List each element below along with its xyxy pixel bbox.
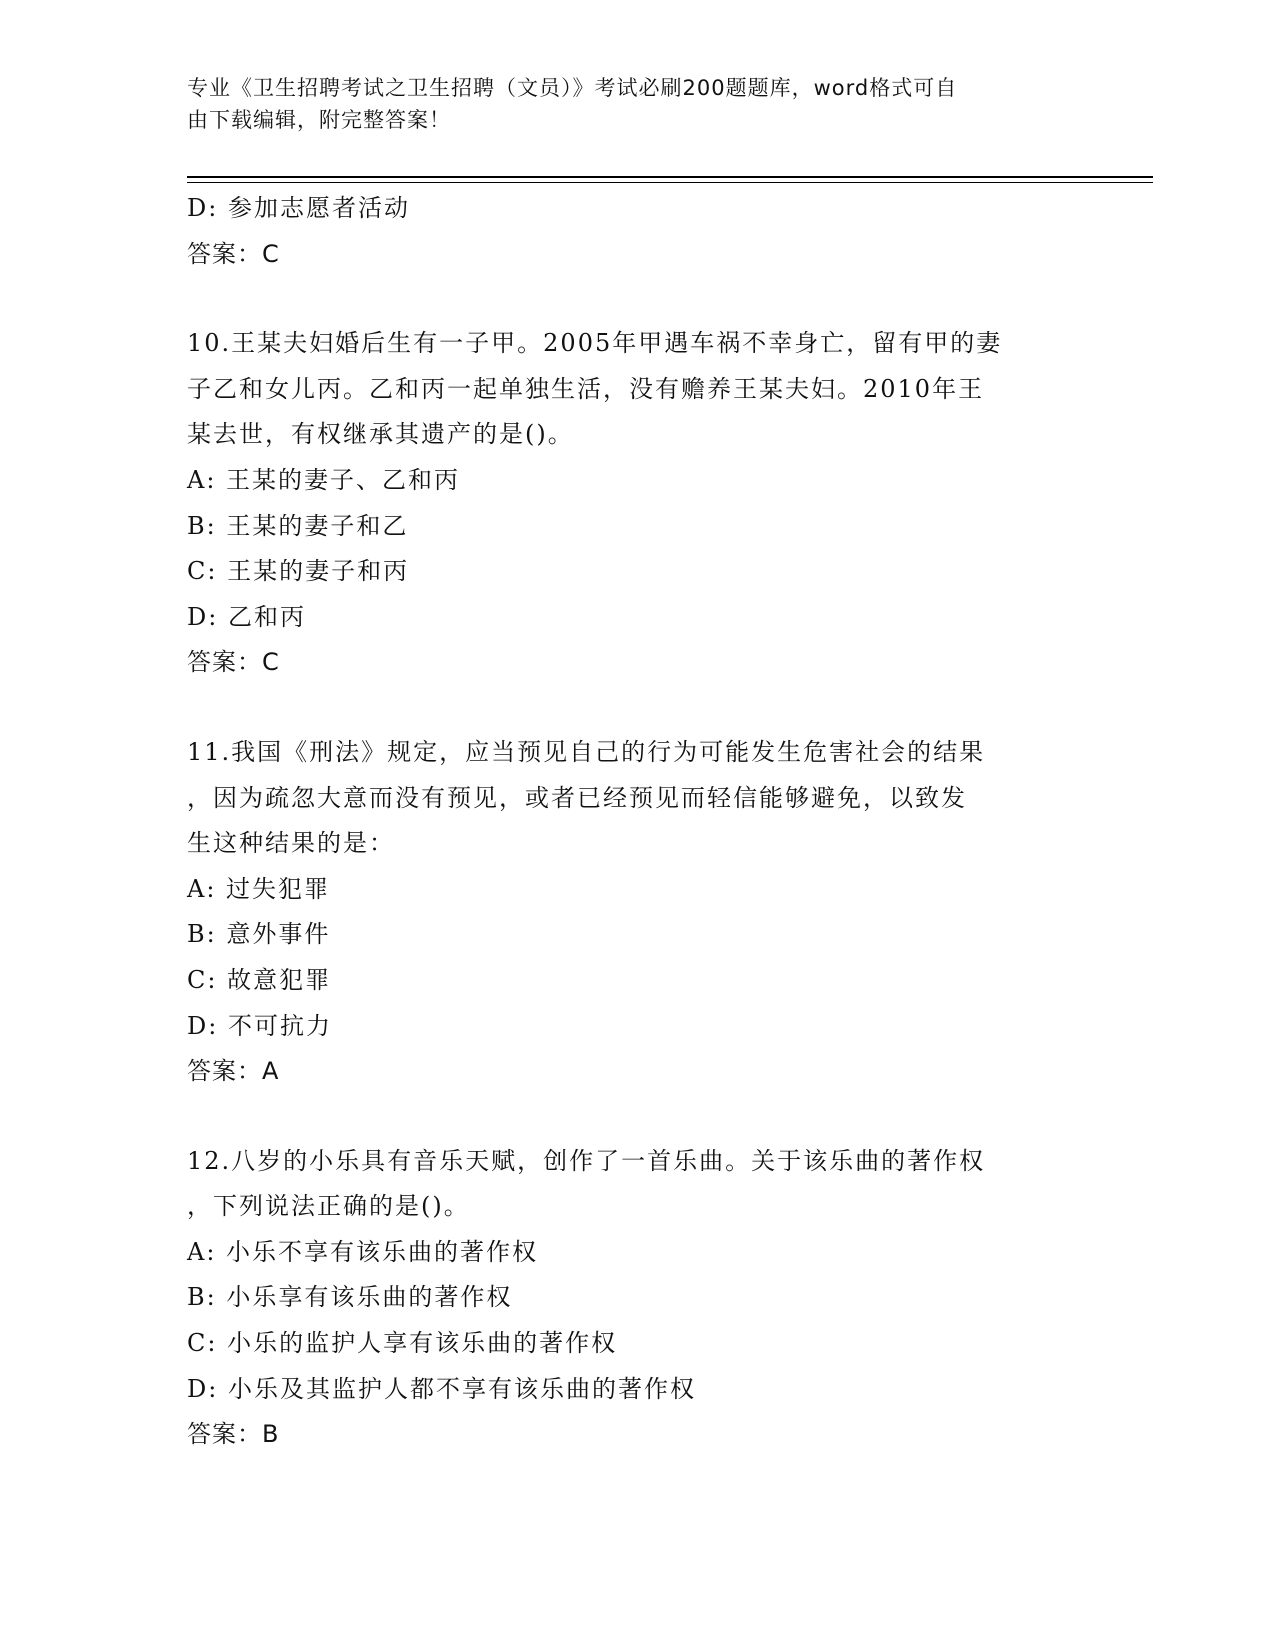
option-b: B: 小乐享有该乐曲的著作权 bbox=[187, 1283, 513, 1312]
answer-line: 答案：C bbox=[187, 239, 280, 268]
option-d: D: 参加志愿者活动 bbox=[187, 194, 410, 222]
question-stem bbox=[187, 1139, 1087, 1230]
question-12 bbox=[187, 1139, 1087, 1458]
option-d: D: 乙和丙 bbox=[187, 602, 306, 631]
option-b: B: 王某的妻子和乙 bbox=[187, 511, 409, 540]
answer-line: 答案：C bbox=[187, 648, 280, 677]
spacer bbox=[187, 686, 1087, 730]
spacer bbox=[187, 277, 1087, 321]
previous-question-tail bbox=[187, 186, 1087, 277]
stem-line: ，因为疏忽大意而没有预见，或者已经预见而轻信能够避免，以致发 bbox=[187, 783, 967, 812]
option-a: A: 王某的妻子、乙和丙 bbox=[187, 465, 461, 494]
question-stem bbox=[187, 321, 1087, 458]
header-line-2: 由下载编辑，附完整答案！ bbox=[187, 108, 451, 132]
option-b: B: 意外事件 bbox=[187, 920, 331, 949]
answer-line: 答案：B bbox=[187, 1420, 280, 1449]
option-c: C: 故意犯罪 bbox=[187, 965, 332, 994]
option-c: C: 小乐的监护人享有该乐曲的著作权 bbox=[187, 1329, 618, 1358]
option-d: D: 小乐及其监护人都不享有该乐曲的著作权 bbox=[187, 1374, 696, 1403]
question-10 bbox=[187, 321, 1087, 686]
stem-line: ，下列说法正确的是()。 bbox=[187, 1192, 470, 1221]
page-header bbox=[187, 72, 1067, 136]
question-11 bbox=[187, 730, 1087, 1095]
stem-line: 生这种结果的是： bbox=[187, 829, 395, 858]
stem-line: 子乙和女儿丙。乙和丙一起单独生活，没有赡养王某夫妇。2010年王 bbox=[187, 374, 985, 403]
option-d: D: 不可抗力 bbox=[187, 1011, 332, 1040]
header-rule-thick bbox=[187, 176, 1153, 178]
option-a: A: 小乐不享有该乐曲的著作权 bbox=[187, 1237, 539, 1266]
answer-line: 答案：A bbox=[187, 1057, 280, 1086]
stem-line: 12.八岁的小乐具有音乐天赋，创作了一首乐曲。关于该乐曲的著作权 bbox=[187, 1146, 986, 1175]
stem-line: 11.我国《刑法》规定，应当预见自己的行为可能发生危害社会的结果 bbox=[187, 737, 986, 766]
option-a: A: 过失犯罪 bbox=[187, 874, 331, 903]
header-rule-thin bbox=[187, 182, 1153, 183]
stem-line: 某去世，有权继承其遗产的是()。 bbox=[187, 420, 574, 449]
question-stem bbox=[187, 730, 1087, 867]
header-line-1: 专业《卫生招聘考试之卫生招聘（文员）》考试必刷200题题库，word格式可自 bbox=[187, 76, 958, 100]
option-c: C: 王某的妻子和丙 bbox=[187, 557, 410, 586]
spacer bbox=[187, 1095, 1087, 1139]
stem-line: 10.王某夫妇婚后生有一子甲。2005年甲遇车祸不幸身亡，留有甲的妻 bbox=[187, 329, 1003, 358]
document-body bbox=[187, 186, 1087, 1458]
